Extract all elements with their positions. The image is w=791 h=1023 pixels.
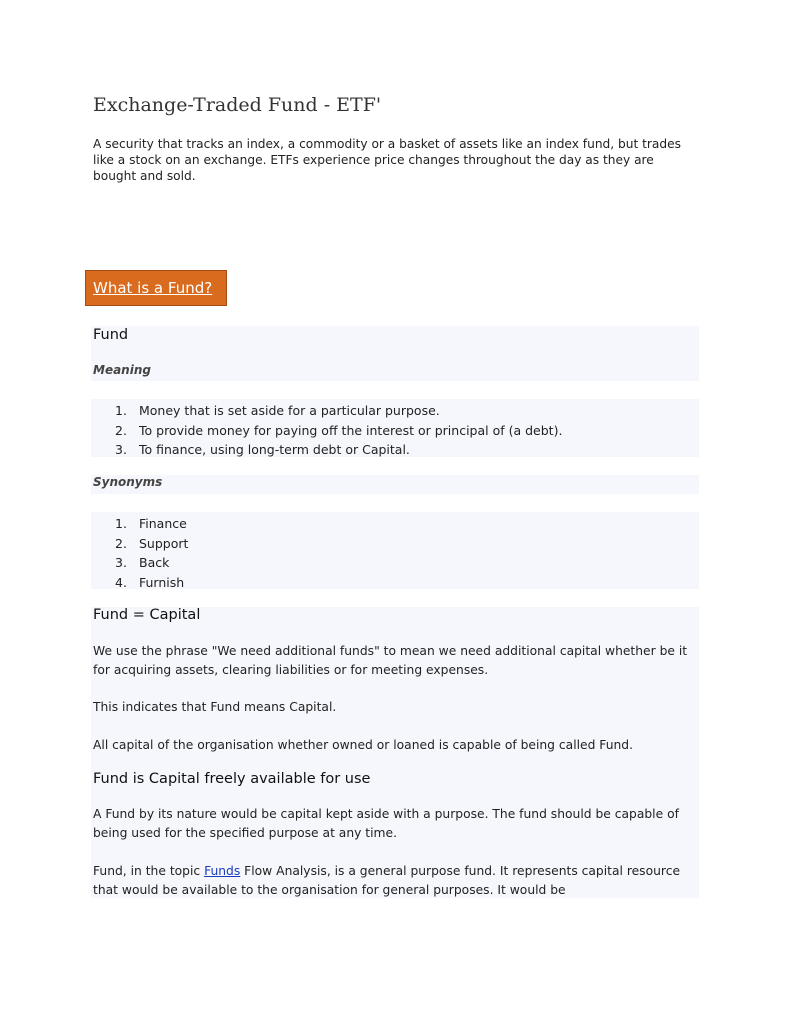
meaning-label: Meaning: [93, 363, 151, 377]
list-item: 1. Finance: [115, 516, 187, 531]
page-title: Exchange-Traded Fund - ETF': [93, 94, 382, 116]
meanings-list: [93, 401, 562, 460]
synonyms-label: Synonyms: [93, 475, 163, 489]
intro-paragraph: A security that tracks an index, a commodity or a basket of assets like an index fund, but trades like a stock on an exchange. ETFs experience price changes throughout the day as they are bought and sold.: [93, 137, 681, 183]
synonyms-label-block: [91, 475, 699, 494]
fund-capital-heading: Fund = Capital: [93, 607, 201, 623]
list-item: 4. Furnish: [115, 574, 185, 590]
list-item: 2. To provide money for paying off the interest or principal of (a debt).: [115, 422, 563, 438]
what-is-a-fund-button[interactable]: [85, 270, 227, 306]
capital-paragraph-1: We use the phrase "We need additional funds" to mean we need additional capital whether be it for acquiring assets, clearing liabilities or for meeting expenses.: [93, 644, 688, 677]
free-capital-paragraph-1: A Fund by its nature would be capital kept aside with a purpose. The fund should be capable of being used for the specified purpose at any time.: [93, 807, 679, 840]
capital-paragraph-2: This indicates that Fund means Capital.: [93, 700, 337, 714]
funds-link[interactable]: Funds: [204, 864, 241, 878]
list-item: 3. Back: [115, 555, 170, 570]
fund-heading: Fund: [93, 327, 129, 343]
fund-heading-block: [91, 326, 699, 381]
list-item: 3. To finance, using long-term debt or Capital.: [115, 442, 410, 457]
what-is-a-fund-link[interactable]: What is a Fund?: [93, 279, 213, 297]
free-capital-paragraph-2: Fund, in the topic Funds Flow Analysis, is a general purpose fund. It represents capital resource that would be available to the organisation for general purposes. It would be: [93, 864, 681, 897]
fund-free-capital-heading: Fund is Capital freely available for use: [93, 771, 371, 787]
list-item: 1. Money that is set aside for a particular purpose.: [115, 403, 440, 418]
list-item: 2. Support: [115, 535, 189, 551]
synonyms-list: [93, 514, 188, 592]
capital-paragraph-3: All capital of the organisation whether owned or loaned is capable of being called Fund.: [93, 738, 634, 752]
